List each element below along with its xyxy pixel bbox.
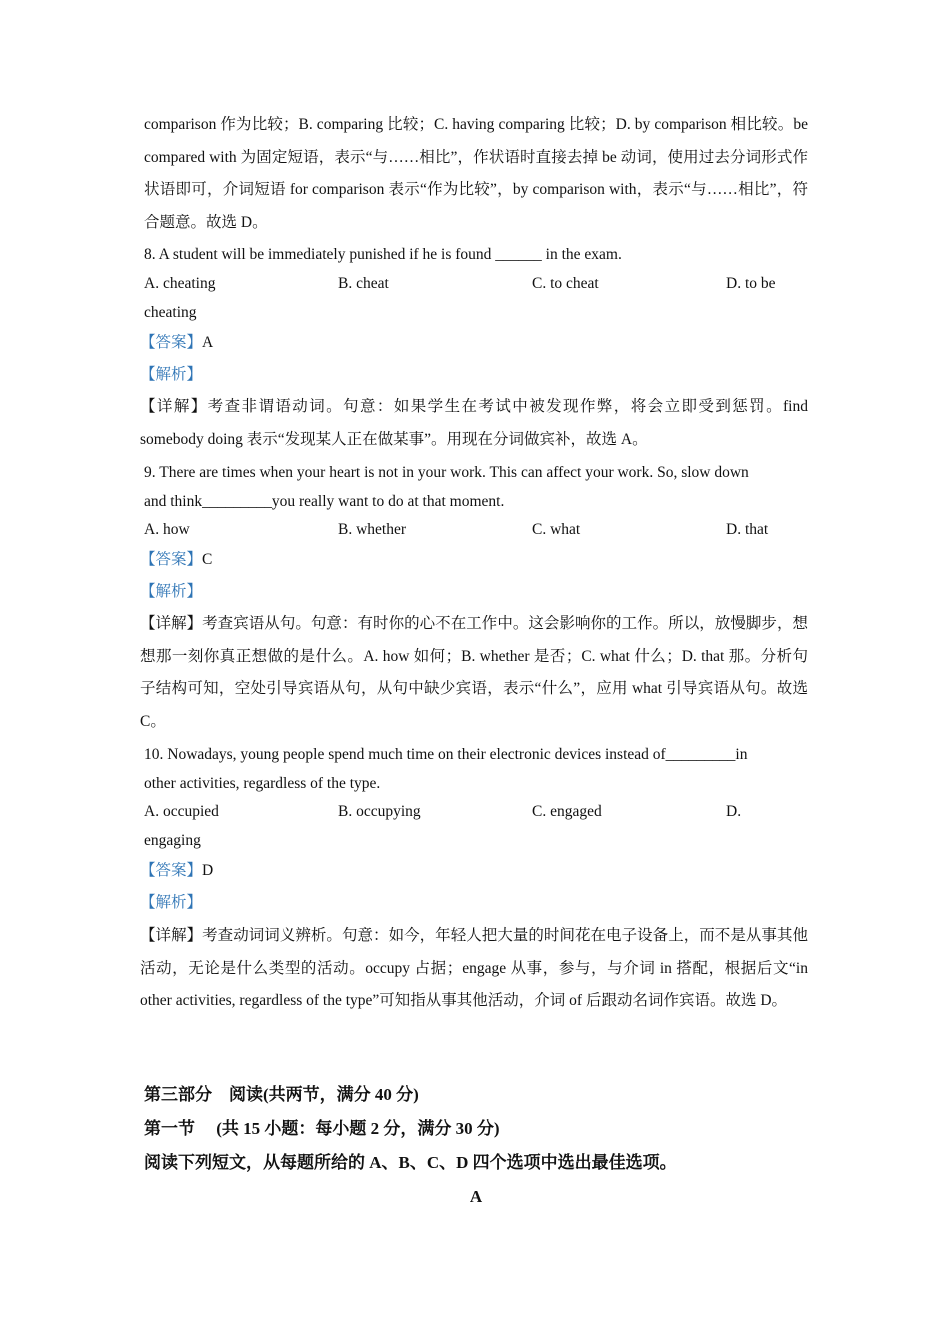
q9-answer-value: C <box>202 551 213 568</box>
q9-answer <box>140 549 212 571</box>
passage-letter: A <box>469 1187 483 1206</box>
q10-options <box>144 801 808 823</box>
q9-analysis-label: 【解析】 <box>140 583 203 600</box>
q8-answer-label: 【答案】 <box>140 334 203 351</box>
q10-answer-value: D <box>202 862 214 879</box>
q9-stem-line1: 9. There are times when your heart is not in your work. This can affect your work. So, slow down <box>144 464 749 481</box>
q10-analysis-label: 【解析】 <box>140 894 203 911</box>
q10-option-d-wrap: engaging <box>144 832 201 849</box>
q10-option-a: A. occupied <box>144 803 219 820</box>
q8-answer-value: A <box>202 334 214 351</box>
q10-option-c: C. engaged <box>532 803 602 820</box>
q8-stem: 8. A student will be immediately punished if he is found ______ in the exam. <box>144 246 622 263</box>
q10-option-b: B. occupying <box>338 803 421 820</box>
q8-option-a: A. cheating <box>144 275 216 292</box>
q8-detail: 【详解】考查非谓语动词。句意：如果学生在考试中被发现作弊，将会立即受到惩罚。find somebody doing 表示“发现某人正在做某事”。用现在分词做宾补，故选 A。 <box>140 398 808 448</box>
q10-stem-line1: 10. Nowadays, young people spend much time on their electronic devices instead of_________in <box>144 746 748 763</box>
q10-answer <box>140 860 213 882</box>
q10-detail: 【详解】考查动词词义辨析。句意：如今，年轻人把大量的时间花在电子设备上，而不是从事其他活动，无论是什么类型的活动。occupy 占据；engage 从事，参与，与介词 in 搭配，根据后文“in other activities, regardless of the type”可知指从事其他活动，介词 of 后跟动名词作宾语。故选 D。 <box>140 927 808 1009</box>
q8-answer <box>140 332 213 354</box>
q8-option-d: D. to be <box>726 275 776 292</box>
part-title: 第三部分 阅读(共两节，满分 40 分) <box>144 1085 419 1104</box>
section-subtitle: 第一节 (共 15 小题：每小题 2 分，满分 30 分) <box>144 1119 500 1138</box>
q10-option-d: D. <box>726 803 742 820</box>
q9-stem-line2: and think_________you really want to do at that moment. <box>144 493 505 510</box>
q9-answer-label: 【答案】 <box>140 551 203 568</box>
q8-option-c: C. to cheat <box>532 275 599 292</box>
q8-analysis-label: 【解析】 <box>140 366 203 383</box>
q10-answer-label: 【答案】 <box>140 862 203 879</box>
intro-paragraph: comparison 作为比较；B. comparing 比较；C. having comparing 比较；D. by comparison 相比较。be compared with 为固定短语，表示“与……相比”，作状语时直接去掉 be 动词，使用过去分词形式作状语即可，介词短语 for comparison 表示“作为比较”，by comparison with，表示“与……相比”，符合题意。故选 D。 <box>144 116 808 231</box>
q8-option-d-wrap: cheating <box>144 304 197 321</box>
q9-option-b: B. whether <box>338 521 407 538</box>
q9-options <box>144 519 808 541</box>
q8-options <box>144 273 808 295</box>
q9-option-c: C. what <box>532 521 581 538</box>
q10-stem-line2: other activities, regardless of the type. <box>144 775 381 792</box>
reading-instruction: 阅读下列短文，从每题所给的 A、B、C、D 四个选项中选出最佳选项。 <box>144 1153 677 1172</box>
q8-option-b: B. cheat <box>338 275 389 292</box>
q9-detail: 【详解】考查宾语从句。句意：有时你的心不在工作中。这会影响你的工作。所以，放慢脚步，想想那一刻你真正想做的是什么。A. how 如何；B. whether 是否；C. what 什么；D. that 那。分析句子结构可知，空处引导宾语从句，从句中缺少宾语，表示“什么”，应用 what 引导宾语从句。故选 C。 <box>140 615 808 730</box>
q9-option-d: D. that <box>726 521 769 538</box>
q9-option-a: A. how <box>144 521 190 538</box>
